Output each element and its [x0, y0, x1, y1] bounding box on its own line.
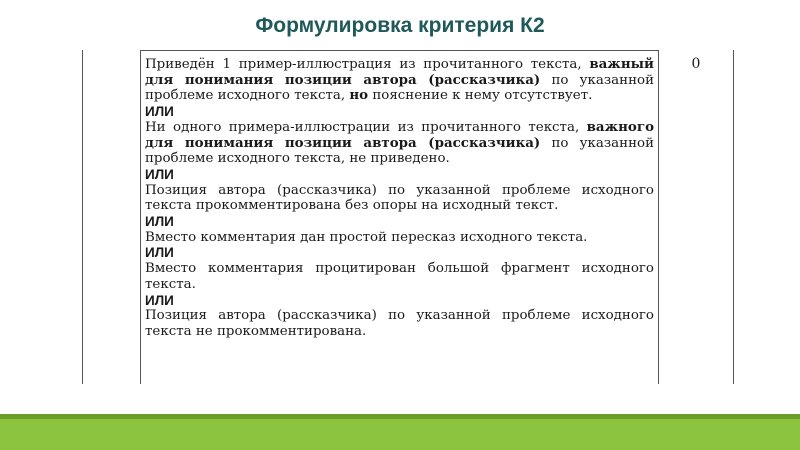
footer-stripe-light [0, 419, 800, 450]
slide-title: Формулировка критерия К2 [255, 14, 545, 37]
or-separator: ИЛИ [145, 104, 174, 120]
column-divider [658, 50, 659, 384]
or-separator: ИЛИ [145, 214, 174, 230]
criterion-option: Вместо комментария дан простой пересказ исходного текста. [145, 229, 588, 245]
or-separator: ИЛИ [145, 166, 174, 182]
criterion-option: Ни одного примера-иллюстрации из прочитанного текста, важного для понимания позиции автора (рассказчика) по указанной проблеме исходного текста, не приведено. [145, 118, 654, 167]
or-separator: ИЛИ [145, 245, 174, 261]
score-value: 0 [691, 56, 701, 72]
criteria-table [82, 50, 734, 384]
row-top-border [140, 50, 658, 51]
column-divider [140, 50, 141, 384]
criterion-option: Позиция автора (рассказчика) по указанной проблеме исходного текста прокомментирована без опоры на исходный текст. [145, 182, 654, 214]
criterion-option: Позиция автора (рассказчика) по указанной проблеме исходного текста не прокомментирована. [145, 308, 654, 339]
criterion-description [145, 57, 654, 340]
or-separator: ИЛИ [145, 292, 174, 308]
criterion-option: Вместо комментария процитирован большой фрагмент исходного текста. [145, 261, 654, 292]
criterion-option: Приведён 1 пример-иллюстрация из прочитанного текста, важный для понимания позиции автора (рассказчика) по указанной проблеме исходного текста, но пояснение к нему отсутствует. [145, 56, 654, 104]
